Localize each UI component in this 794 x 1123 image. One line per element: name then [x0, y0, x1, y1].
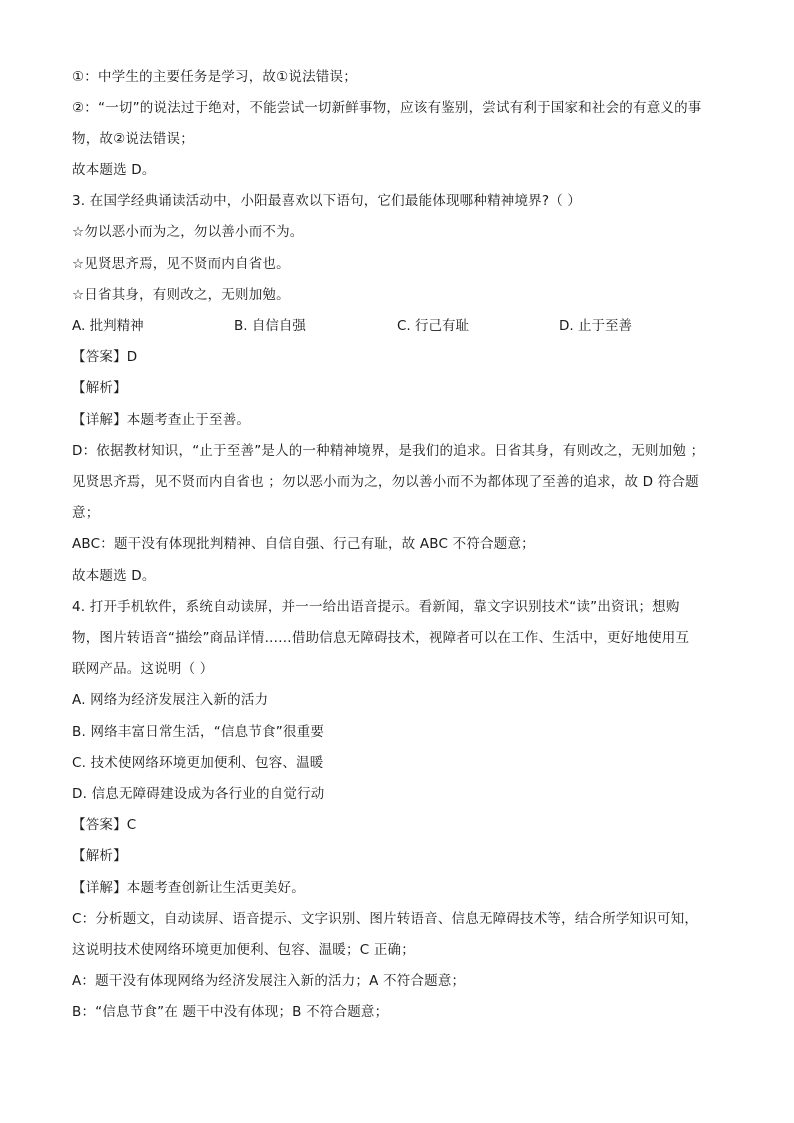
- text-line: ②：“一切”的说法过于绝对，不能尝试一切新鲜事物，应该有鉴别，尝试有利于国家和社会的有意义的事: [72, 100, 702, 116]
- text-line: 故本题选 D。: [72, 162, 156, 178]
- text-line: 见贤思齐焉，见不贤而内自省也 ；勿以恶小而为之，勿以善小而不为都体现了至善的追求，故 D 符合题: [72, 474, 699, 490]
- answer-label: 【答案】D: [72, 349, 138, 365]
- text-line: 故本题选 D。: [72, 568, 156, 584]
- question-3-stem: 3. 在国学经典诵读活动中，小阳最喜欢以下语句，它们最能体现哪种精神境界?（ ）: [72, 193, 582, 209]
- text-line: B：“信息节食”在 题干中没有体现；B 不符合题意；: [72, 1004, 389, 1020]
- text-line: ☆日省其身，有则改之，无则加勉。: [72, 287, 290, 303]
- analysis-label: 【解析】: [72, 848, 127, 864]
- text-line: 物，图片转语音“描绘”商品详情……借助信息无障碍技术，视障者可以在工作、生活中，更好地使用互: [72, 630, 690, 646]
- text-line: 【详解】本题考查止于至善。: [72, 412, 251, 428]
- text-line: 这说明技术使网络环境更加便利、包容、温暖；C 正确；: [72, 942, 415, 958]
- option-a: A. 批判精神: [72, 318, 144, 334]
- text-line: ①：中学生的主要任务是学习，故①说法错误；: [72, 69, 357, 85]
- question-3-options: [72, 317, 732, 335]
- text-line: ABC：题干没有体现批判精神、自信自强、行己有耻，故 ABC 不符合题意；: [72, 536, 535, 552]
- text-line: 物，故②说法错误；: [72, 131, 194, 147]
- option-b: B. 网络丰富日常生活，“信息节食”很重要: [72, 724, 325, 740]
- answer-label: 【答案】C: [72, 817, 137, 833]
- option-d: D. 止于至善: [559, 318, 632, 334]
- text-line: ☆勿以恶小而为之，勿以善小而不为。: [72, 224, 304, 240]
- question-4-stem: 4. 打开手机软件，系统自动读屏，并一一给出语音提示。看新闻，靠文字识别技术“读”出资讯；想购: [72, 599, 680, 615]
- option-a: A. 网络为经济发展注入新的活力: [72, 692, 269, 708]
- option-d: D. 信息无障碍建设成为各行业的自觉行动: [72, 786, 325, 802]
- option-b: B. 自信自强: [234, 318, 306, 334]
- text-line: D：依据教材知识，“止于至善”是人的一种精神境界，是我们的追求。日省其身，有则改之，无则加勉 ；: [72, 443, 705, 459]
- text-line: 联网产品。这说明（ ）: [72, 661, 214, 677]
- option-c: C. 行己有耻: [397, 318, 470, 334]
- text-line: 【详解】本题考查创新让生活更美好。: [72, 880, 305, 896]
- option-c: C. 技术使网络环境更加便利、包容、温暖: [72, 755, 324, 771]
- text-line: ☆见贤思齐焉，见不贤而内自省也。: [72, 256, 290, 272]
- text-line: 意；: [72, 505, 100, 521]
- analysis-label: 【解析】: [72, 380, 127, 396]
- text-line: A：题干没有体现网络为经济发展注入新的活力；A 不符合题意；: [72, 973, 466, 989]
- text-line: C：分析题文，自动读屏、语音提示、文字识别、图片转语音、信息无障碍技术等，结合所学知识可知，: [72, 911, 699, 927]
